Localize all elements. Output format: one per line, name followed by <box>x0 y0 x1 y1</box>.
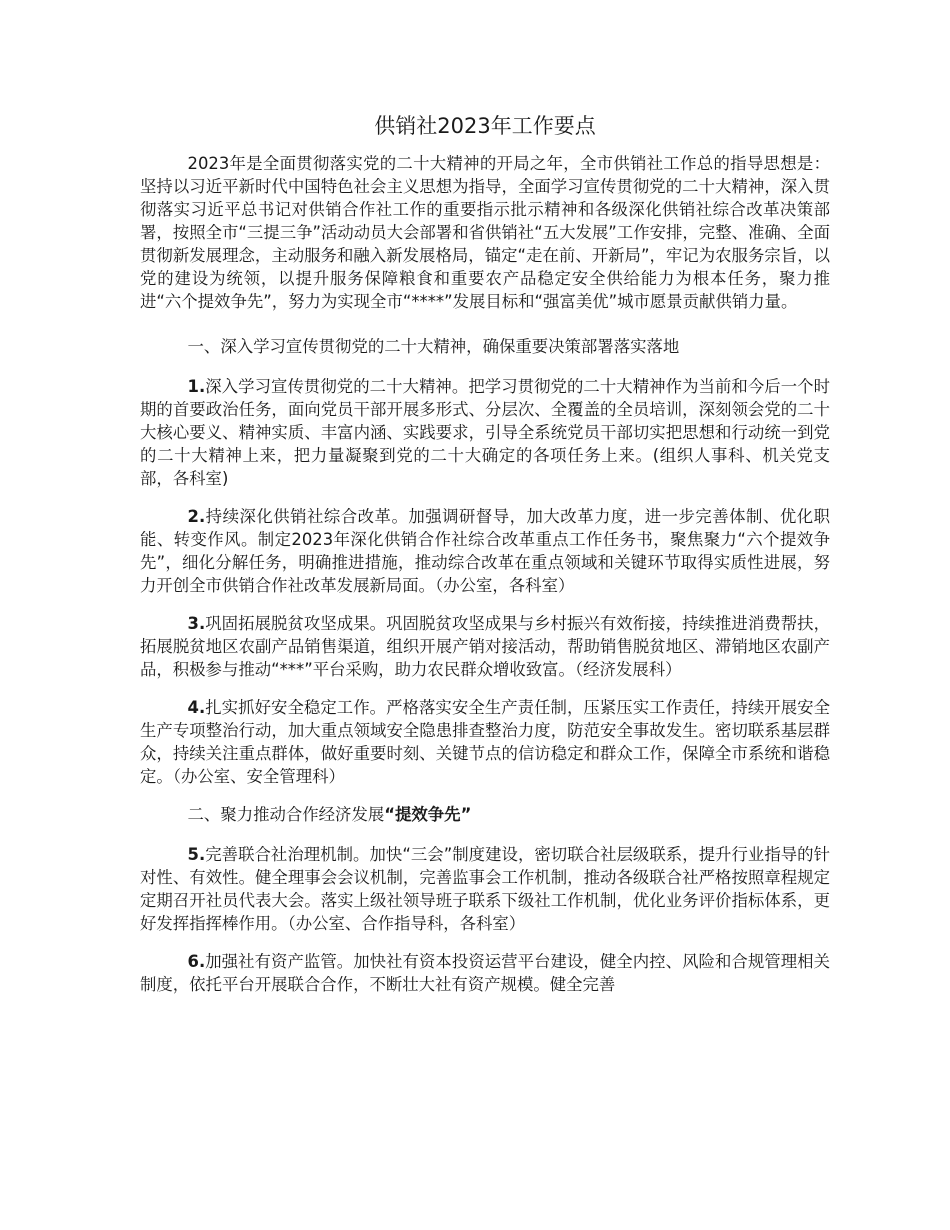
item-number: 2. <box>187 507 206 526</box>
item-number: 4. <box>187 698 206 717</box>
item-paragraph <box>140 950 830 996</box>
item-number: 6. <box>187 952 206 971</box>
section-2-heading-quote: “提效争先” <box>384 805 472 824</box>
item-paragraph <box>140 696 830 788</box>
item-text: 扎实抓好安全稳定工作。严格落实安全生产责任制，压紧压实工作责任，持续开展安全生产专项整治行动，加大重点领域安全隐患排查整治力度，防范安全事故发生。密切联系基层群众，持续关注重点群体，做好重要时刻、关键节点的信访稳定和群众工作，保障全市系统和谐稳定。（办公室、安全管理科） <box>140 698 830 786</box>
item-number: 1. <box>187 377 206 396</box>
item-paragraph <box>140 505 830 597</box>
section-2-heading-prefix: 二、聚力推动合作经济发展 <box>187 805 385 824</box>
item-text: 持续深化供销社综合改革。加强调研督导，加大改革力度，进一步完善体制、优化职能、转变作风。制定2023年深化供销合作社综合改革重点工作任务书，聚焦聚力“六个提效争先”，细化分解任务，明确推进措施，推动综合改革在重点领域和关键环节取得实质性进展，努力开创全市供销合作社改革发展新局面。（办公室，各科室） <box>140 507 830 595</box>
item-text: 巩固拓展脱贫攻坚成果。巩固脱贫攻坚成果与乡村振兴有效衔接，持续推进消费帮扶，拓展脱贫地区农副产品销售渠道，组织开展产销对接活动，帮助销售脱贫地区、滞销地区农副产品，积极参与推动“***”平台采购，助力农民群众增收致富。（经济发展科） <box>140 614 830 679</box>
item-number: 3. <box>187 614 206 633</box>
item-text: 深入学习宣传贯彻党的二十大精神。把学习贯彻党的二十大精神作为当前和今后一个时期的首要政治任务，面向党员干部开展多形式、分层次、全覆盖的全员培训，深刻领会党的二十大核心要义、精神实质、丰富内涵、实践要求，引导全系统党员干部切实把思想和行动统一到党的二十大精神上来，把力量凝聚到党的二十大确定的各项任务上来。(组织人事科、机关党支部，各科室) <box>140 377 830 488</box>
item-paragraph <box>140 843 830 935</box>
section-2-heading <box>140 803 830 826</box>
section-1-heading: 一、深入学习宣传贯彻党的二十大精神，确保重要决策部署落实落地 <box>187 337 680 356</box>
item-number: 5. <box>187 845 206 864</box>
document-page <box>140 112 830 1011</box>
item-paragraph <box>140 375 830 490</box>
item-paragraph <box>140 612 830 681</box>
intro-paragraph: 2023年是全面贯彻落实党的二十大精神的开局之年，全市供销社工作总的指导思想是：坚持以习近平新时代中国特色社会主义思想为指导，全面学习宣传贯彻党的二十大精神，深入贯彻落实习近平总书记对供销合作社工作的重要指示批示精神和各级深化供销社综合改革决策部署，按照全市“三提三争”活动动员大会部署和省供销社“五大发展”工作安排，完整、准确、全面贯彻新发展理念，主动服务和融入新发展格局，锚定“走在前、开新局”，牢记为农服务宗旨，以党的建设为统领，以提升服务保障粮食和重要农产品稳定安全供给能力为根本任务，聚力推进“六个提效争先”，努力为实现全市“****”发展目标和“强富美优”城市愿景贡献供销力量。 <box>140 154 830 311</box>
document-title: 供销社2023年工作要点 <box>374 114 596 138</box>
item-text: 完善联合社治理机制。加快“三会”制度建设，密切联合社层级联系，提升行业指导的针对性、有效性。健全理事会会议机制，完善监事会工作机制，推动各级联合社严格按照章程规定定期召开社员代表大会。落实上级社领导班子联系下级社工作机制，优化业务评价指标体系，更好发挥指挥棒作用。（办公室、合作指导科，各科室） <box>140 845 830 933</box>
item-text: 加强社有资产监管。加快社有资本投资运营平台建设，健全内控、风险和合规管理相关制度，依托平台开展联合合作，不断壮大社有资产规模。健全完善 <box>140 952 830 994</box>
